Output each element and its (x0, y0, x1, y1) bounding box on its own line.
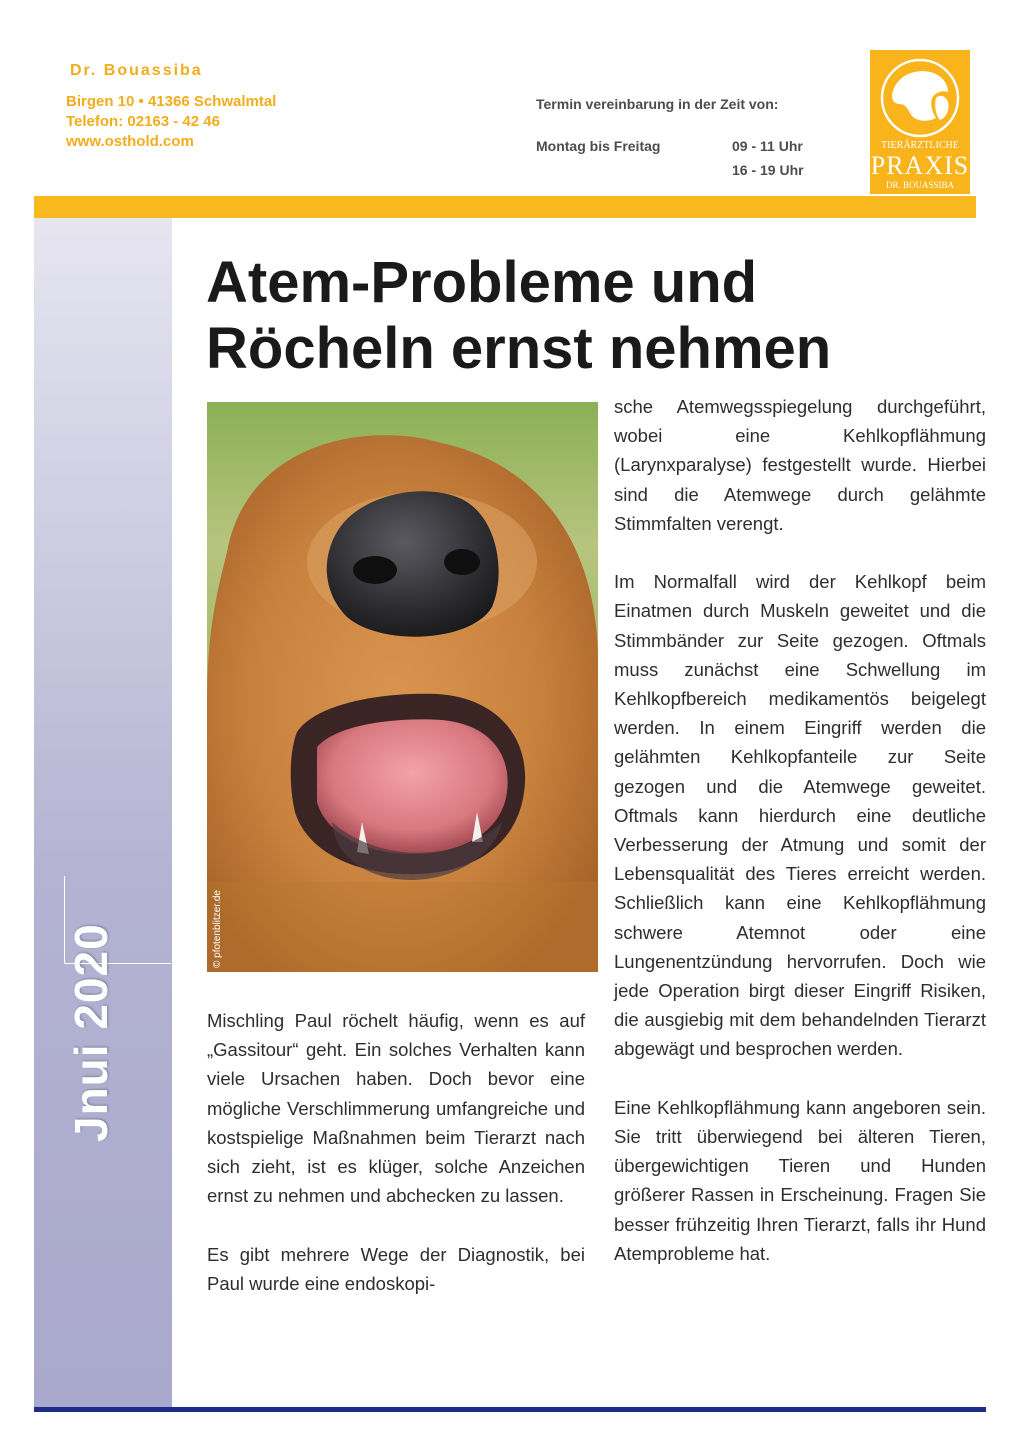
title-line-2: Röcheln ernst nehmen (206, 316, 832, 381)
article-title (206, 250, 831, 382)
practice-contact (66, 62, 276, 152)
header-divider-bar (34, 196, 976, 218)
title-line-1: Atem-Probleme und (206, 250, 758, 315)
paragraph: Es gibt mehrere Wege der Diagnostik, bei Paul wurde eine endoskopi- (207, 1243, 585, 1294)
issue-date: Jnui 2020 (65, 923, 117, 1142)
address: Birgen 10 • 41366 Schwalmtal (66, 93, 277, 110)
sidebar-band (34, 218, 172, 1408)
doctor-name: Dr. Bouassiba (70, 62, 203, 79)
footer-rule (34, 1407, 986, 1412)
hours-evening: 16 - 19 Uhr (732, 162, 804, 178)
logo-title: PRAXIS (870, 151, 970, 180)
paragraph: sche Atemwegsspiegelung durchgeführt, wobei eine Kehlkopflähmung (Larynxparalyse) festgestellt wurde. Hierbei sind die Atemwege durch gelähmte Stimmfalten verengt. (614, 396, 986, 534)
paragraph: Mischling Paul röchelt häufig, wenn es auf „Gassitour“ geht. Ein solches Verhalten kann viele Ursachen haben. Doch bevor eine mögliche Verschlimmerung umfangreiche und kostspielige Maßnahmen beim Tierarzt nach sich zieht, ist es klüger, solche Anzeichen ernst zu nehmen und abchecken zu lassen. (207, 1010, 585, 1207)
dog-face-illustration (207, 402, 598, 972)
website-link[interactable]: www.osthold.com (66, 133, 194, 150)
photo-credit: © pfotenblitzer.de (212, 890, 223, 968)
logo-doctor: DR. BOUASSIBA (885, 180, 954, 190)
practice-logo (870, 50, 970, 194)
pet-silhouette-icon (878, 56, 962, 138)
paragraph: Eine Kehlkopflähmung kann angeboren sein. Sie tritt überwiegend bei älteren Tieren, übergewichtigen Tieren und Hunden größerer Rassen in Erscheinung. Fragen Sie besser frühzeitig Ihren Tierarzt, falls ihr Hund Atemprobleme hat. (614, 1096, 986, 1264)
hours-morning: 09 - 11 Uhr (732, 138, 803, 154)
article-column-left (207, 1006, 585, 1327)
article-column-right (614, 392, 986, 1297)
phone-number[interactable]: Telefon: 02163 - 42 46 (66, 113, 220, 130)
dog-photo (207, 402, 598, 972)
logo-subtitle: TIERÄRZTLICHE (881, 140, 959, 151)
hours-title: Termin vereinbarung in der Zeit von: (536, 96, 779, 112)
hours-days: Montag bis Freitag (536, 138, 661, 154)
paragraph: Im Normalfall wird der Kehlkopf beim Einatmen durch Muskeln geweitet und die Stimmbänder zur Seite gezogen. Oftmals muss zunächst eine Schwellung im Kehlkopfbereich medikamentös beigelegt werden. In einem Eingriff werden die gelähmten Kehlkopfanteile zur Seite gezogen und die Atemwege geweitet. Oftmals kann hierdurch eine deutliche Verbesserung der Atmung und somit der Lebensqualität des Tieres erreicht werden. Schließlich kann eine Kehlkopflähmung schwere Atemnot oder eine Lungenentzündung hervorrufen. Doch wie jede Operation birgt dieser Eingriff Risiken, die ausgiebig mit dem behandelnden Tierarzt abgewägt und besprochen werden. (614, 571, 986, 1060)
